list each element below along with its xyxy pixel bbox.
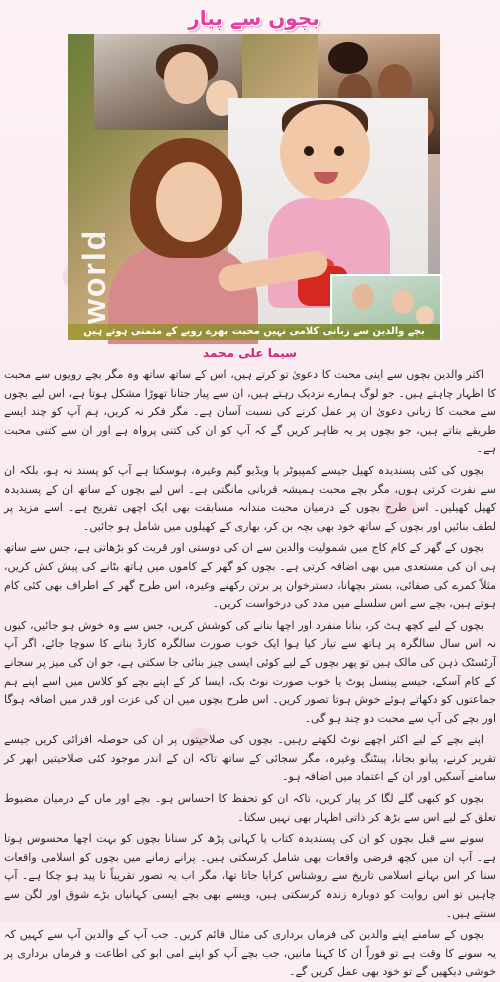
photo-baby-eye bbox=[304, 146, 314, 156]
paragraph: اپنے بچے کے لیے اکثر اچھے نوٹ لکھتے رہیں۔ بچوں کی صلاحیتوں پر ان کی حوصلہ افزائی کریں جیسے تقریر کرنے، پیانو بجانا، پینٹنگ وغیرہ، مگر سجائی کے ساتھ تاکہ ان کے اندر موجود کئی صلاحیتیں ابھر کر سامنے آسکیں اور ان کے اعتماد میں اضافہ ہو۔ bbox=[4, 733, 496, 784]
paragraph: اکثر والدین بچوں سے اپنی محبت کا دعویٰ تو کرتے ہیں، اس کے ساتھ ساتھ وہ مگر بچے رویوں سے محبت کا اظہار چاہتے ہیں۔ جو لوگ ہمارے نزدیک رہتے ہیں، ان سے پیار جتانا تھوڑا مشکل ہوتا ہے، اس لیے بچوں سے محبت کا زبانی دعویٰ ان پر عمل کرنے کی نسبت آسان ہے۔ مگر فکر نہ کریں، ہم آپ کو چند ایسے طریقے بتاتے ہیں، جو بچوں پر یہ ظاہر کریں گے کہ آپ کو ان کی کتنی پرواہ ہے اور ان سے کتنی محبت ہے۔ bbox=[4, 368, 496, 456]
photo-mother-face bbox=[156, 162, 222, 242]
paragraph: بچوں کے لیے کچھ ہٹ کر، بنانا منفرد اور اچھا بنانے کی کوشش کریں، جس سے وہ خوش ہو جائیں، کیوں نہ اس سال سالگرہ پر ہاتھ سے تیار کیا ہوا ایک خوب صورت سالگرہ کارڈ بنانے کا سوچا جائے، اگر آپ آرٹسٹک ذہن کی مالک ہیں تو پھر بچوں کے لیے کوئی ایسی چیز بنائی جا سکتی ہے، جو ان کی میز پر سجانے کے کام آسکے، جیسے پینسل پوٹ یا خوب صورت نوٹ بک، ایسا کر کے اپنے بچے کو کلاس میں اسے اپنے ہم جماعتوں کو دکھاتے ہوئے خوش ہوتا تصور کریں۔ اس طرح بچوں میں ان کی عزت اور قدر میں اضافہ ہوگا اور بچے کی آپ سے محبت دو چند ہو گی۔ bbox=[4, 618, 496, 725]
article-body bbox=[4, 366, 496, 979]
photo-figure bbox=[416, 306, 434, 326]
paragraph: سونے سے قبل بچوں کو ان کی پسندیدہ کتاب یا کہانی پڑھ کر سنانا بچوں کو بہت اچھا محسوس ہوتا ہے۔ آپ ان میں کچھ فرضی واقعات بھی شامل کرسکتی ہیں۔ پرانے زمانے میں بچوں کو اسلامی واقعات سنا کر اس بہانے اسلامی تاریخ سے روشناس کرایا جاتا تھا، مگر اب یہ تصور تقریباً نا پید ہو چکا ہے۔ آپ چاہیں تو اس روایت کو دوبارہ زندہ کرسکتی ہیں، ویسے بھی بچے ایسی کہانیاں بڑے شوق اور لگن سے سنتے ہیں۔ bbox=[4, 832, 496, 920]
title-bar bbox=[68, 4, 440, 32]
paragraph: بچوں کو کبھی گلے لگا کر پیار کریں، تاکہ ان کو تحفظ کا احساس ہو۔ بچے اور ماں کے درمیان مضبوط تعلق کے لیے اس سے بڑھ کر ذاتی اظہار بھی نہیں سکتا۔ bbox=[4, 792, 496, 824]
article-title: بچوں سے پیار bbox=[188, 6, 320, 30]
photo-figure bbox=[392, 290, 414, 314]
photo-figure bbox=[164, 52, 208, 104]
paragraph: بچوں کے گھر کے کام کاج میں شمولیت والدین سے ان کی دوستی اور قربت کو بڑھاتی ہے، جس سے ساتھ ہی ان کی مستعدی میں بھی اضافہ کرتی ہے۔ بچوں کو گھر کے کاموں میں ہاتھ بٹانے کی پیش کش کریں، مثلاً کمرے کی صفائی، بستر بچھانا، دسترخوان پر برتن رکھنے وغیرہ، اس طرح گھر کے اطراف بھی کئی کام ہوتے ہیں، بچے سے اس سلسلے میں مدد کی درخواست کریں۔ bbox=[4, 541, 496, 611]
article-photo bbox=[68, 34, 440, 340]
paragraph: بچوں کی کئی پسندیدہ کھیل جیسے کمپیوٹر یا ویڈیو گیم وغیرہ، ہوسکتا ہے آپ کو پسند نہ ہو، بلکہ ان سے نفرت کرتی ہوں، مگر بچے محبت ہمیشہ قربانی مانگتی ہے۔ اس لیے بچوں کے ساتھ ان کے پسندیدہ کھیل کھیلیں۔ اس طرح بچوں کے درمیان محبت مندانہ مسابقت بھی ایک اچھی تفریح ہے۔ اسے مزید پر لطف بنائیں اور بچوں کے ساتھ خود بھی بچہ بن کر، بھاری کے کھیلوں میں شامل ہو جائیں۔ bbox=[4, 463, 496, 533]
photo-baby-head bbox=[280, 104, 370, 200]
photo-figure bbox=[328, 42, 368, 74]
photo-figure bbox=[352, 284, 374, 310]
photo-baby-eye bbox=[334, 146, 344, 156]
paragraph: بچوں کے سامنے اپنے والدین کی فرماں برداری کی مثال قائم کریں۔ جب آپ کے والدین آپ سے کہیں کہ یہ سونے کا وقت ہے تو فوراً ان کا کہنا مانیں، جب بچے آپ کو اپنے امی ابو کی اطاعت و فرماں برداری پر خوشی دیکھیں گے تو خود بھی عمل کریں گے۔ bbox=[4, 928, 496, 979]
photo-inset-mother-child bbox=[94, 34, 242, 130]
author-byline: سیما علی محمد bbox=[203, 346, 297, 360]
photo-wordmark: world bbox=[76, 228, 112, 324]
photo-caption: بچے والدین سے زبانی کلامی نہیں محبت بھرے رویے کے متمنی ہوتے ہیں bbox=[83, 326, 425, 337]
